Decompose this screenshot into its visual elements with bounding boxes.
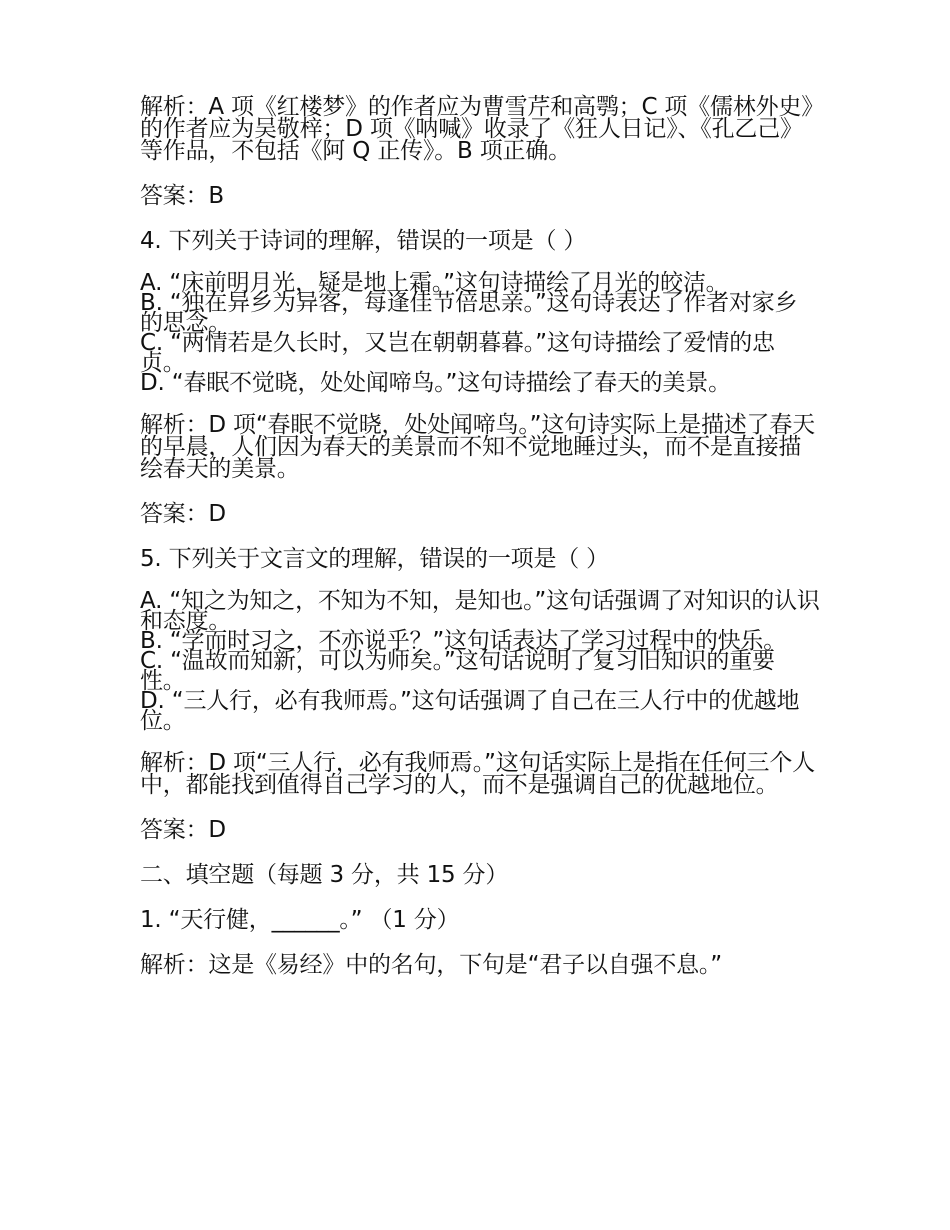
section2-q1: 1. “天行健，______。” （1 分） [140,907,460,933]
q5-option-d: D. “三人行，必有我师焉。”这句话强调了自己在三人行中的优越地位。 [140,688,800,734]
q4-analysis: 解析：D 项“春眠不觉晓，处处闻啼鸟。”这句诗实际上是描述了春天的早晨，人们因为春天的美景而不知不觉地睡过头，而不是直接描绘春天的美景。 [140,412,815,482]
document-page [140,96,820,997]
section2-heading: 二、填空题（每题 3 分，共 15 分） [140,862,509,888]
q5-option-c: C. “温故而知新，可以为师矣。”这句话说明了复习旧知识的重要性。 [140,648,775,694]
q4-option-a: A. “床前明月光，疑是地上霜。”这句诗描绘了月光的皎洁。 [140,270,729,296]
q5-analysis: 解析：D 项“三人行，必有我师焉。”这句话实际上是指在任何三个人中，都能找到值得自己学习的人，而不是强调自己的优越地位。 [140,750,815,798]
q5-option-b: B. “学而时习之，不亦说乎？”这句话表达了学习过程中的快乐。 [140,628,787,654]
q5-stem: 5. 下列关于文言文的理解，错误的一项是（ ） [140,546,609,572]
q4-options [140,270,820,396]
q4-option-c: C. “两情若是久长时，又岂在朝朝暮暮。”这句诗描绘了爱情的忠贞。 [140,330,775,376]
q3-analysis: 解析：A 项《红楼梦》的作者应为曹雪芹和高鹗；C 项《儒林外史》的作者应为吴敬梓；D 项《呐喊》收录了《狂人日记》、《孔乙己》等作品，不包括《阿 Q 正传》。B 项正确。 [140,94,813,164]
q4-answer: 答案：D [140,501,226,527]
q4-option-b: B. “独在异乡为异客，每逢佳节倍思亲。”这句诗表达了作者对家乡的思念。 [140,290,798,336]
q5-answer: 答案：D [140,817,226,843]
q4-option-d: D. “春眠不觉晓，处处闻啼鸟。”这句诗描绘了春天的美景。 [140,370,731,396]
q5-options [140,588,820,734]
q4-stem: 4. 下列关于诗词的理解，错误的一项是（ ） [140,228,587,254]
q3-answer: 答案：B [140,183,224,209]
section2-q1-analysis: 解析：这是《易经》中的名句，下句是“君子以自强不息。” [140,952,722,978]
q5-option-a: A. “知之为知之，不知为不知，是知也。”这句话强调了对知识的认识和态度。 [140,588,820,634]
